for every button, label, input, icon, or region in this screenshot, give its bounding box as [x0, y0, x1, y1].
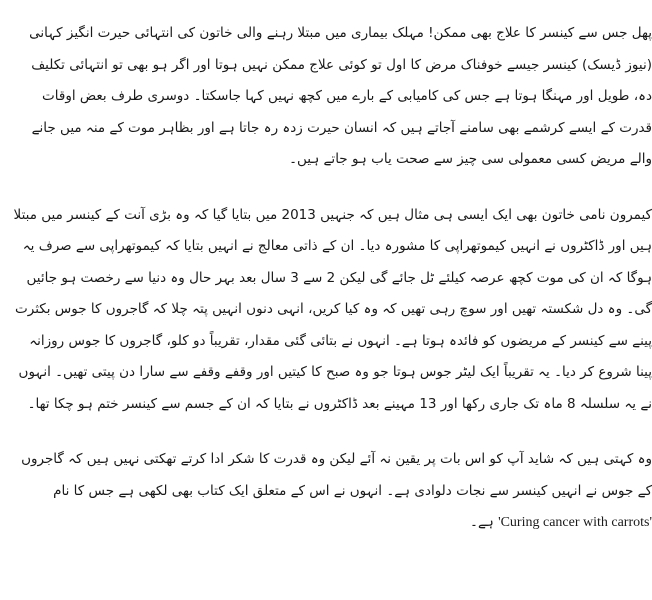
article-paragraph-story: کیمرون نامی خاتون بھی ایک ایسی ہی مثال ہیں کہ جنہیں 2013 میں بتایا گیا کہ وہ بڑی آنت کے کینسر میں مبتلا ہیں اور ڈاکٹروں نے انہیں کیموتھراپی کا مشورہ دیا۔ ان کے ذاتی معالج نے انہیں بتایا کہ کیموتھراپی سے صرف یہ ہوگا کہ ان کی موت کچھ عرصہ کیلئے ٹل جائے گی لیکن 2 سے 3 سال بعد بہر حال وہ دنیا سے رخصت ہو جائیں گی۔ وہ دل شکستہ تھیں اور سوچ رہی تھیں کہ وہ کیا کریں، انہی دنوں انہیں پتہ چلا کہ گاجروں کا جوس بکثرت پینے سے کینسر کے مریضوں کو فائدہ ہوتا ہے۔ انہوں نے بتائی گئی مقدار، تقریباً دو کلو، گاجروں کا جوس روزانہ پینا شروع کر دیا۔ یہ تقریباً ایک لیٹر جوس ہوتا جو وہ صبح کا کیتیں اور وقفے وقفے سے سارا دن پیتی تھیں۔ انہوں نے یہ سلسلہ 8 ماہ تک جاری رکھا اور 13 مہینے بعد ڈاکٹروں نے بتایا کہ ان کے جسم سے کینسر ختم ہو چکا تھا۔ [13, 206, 652, 412]
book-title: 'Curing cancer with carrots' [498, 515, 652, 530]
article [12, 18, 652, 539]
conclusion-text: وہ کہتی ہیں کہ شاید آپ کو اس بات پر یقین نہ آئے لیکن وہ قدرت کا شکر ادا کرتے تھکتی نہیں ہیں کہ گاجروں کے جوس نے انہیں کینسر سے نجات دلوادی ہے۔ انہوں نے اس کے متعلق ایک کتاب بھی لکھی ہے جس کا نام [21, 451, 652, 499]
closing-text: ہے۔ [470, 514, 494, 530]
article-headline: پھل جس سے کینسر کا علاج بھی ممکن! مہلک بیماری میں مبتلا رہنے والی خاتون کی انتہائی حیرت انگیز کہانی [29, 25, 652, 41]
article-paragraph-conclusion [12, 444, 652, 539]
article-paragraph-intro: (نیوز ڈیسک) کینسر جیسے خوفناک مرض کا اول تو کوئی علاج ممکن نہیں ہوتا اور اگر ہو بھی تو انتہائی تکلیف دہ، طویل اور مہنگا ہوتا ہے جس کی کامیابی کے بارے میں کچھ نہیں کہا جاسکتا۔ دوسری طرف بعض اوقات قدرت کے ایسے کرشمے بھی سامنے آجاتے ہیں کہ انسان حیرت زدہ رہ جاتا ہے اور بظاہر موت کے منہ میں جانے والے مریض کسی معمولی سی چیز سے صحت یاب ہو جاتے ہیں۔ [31, 56, 652, 167]
